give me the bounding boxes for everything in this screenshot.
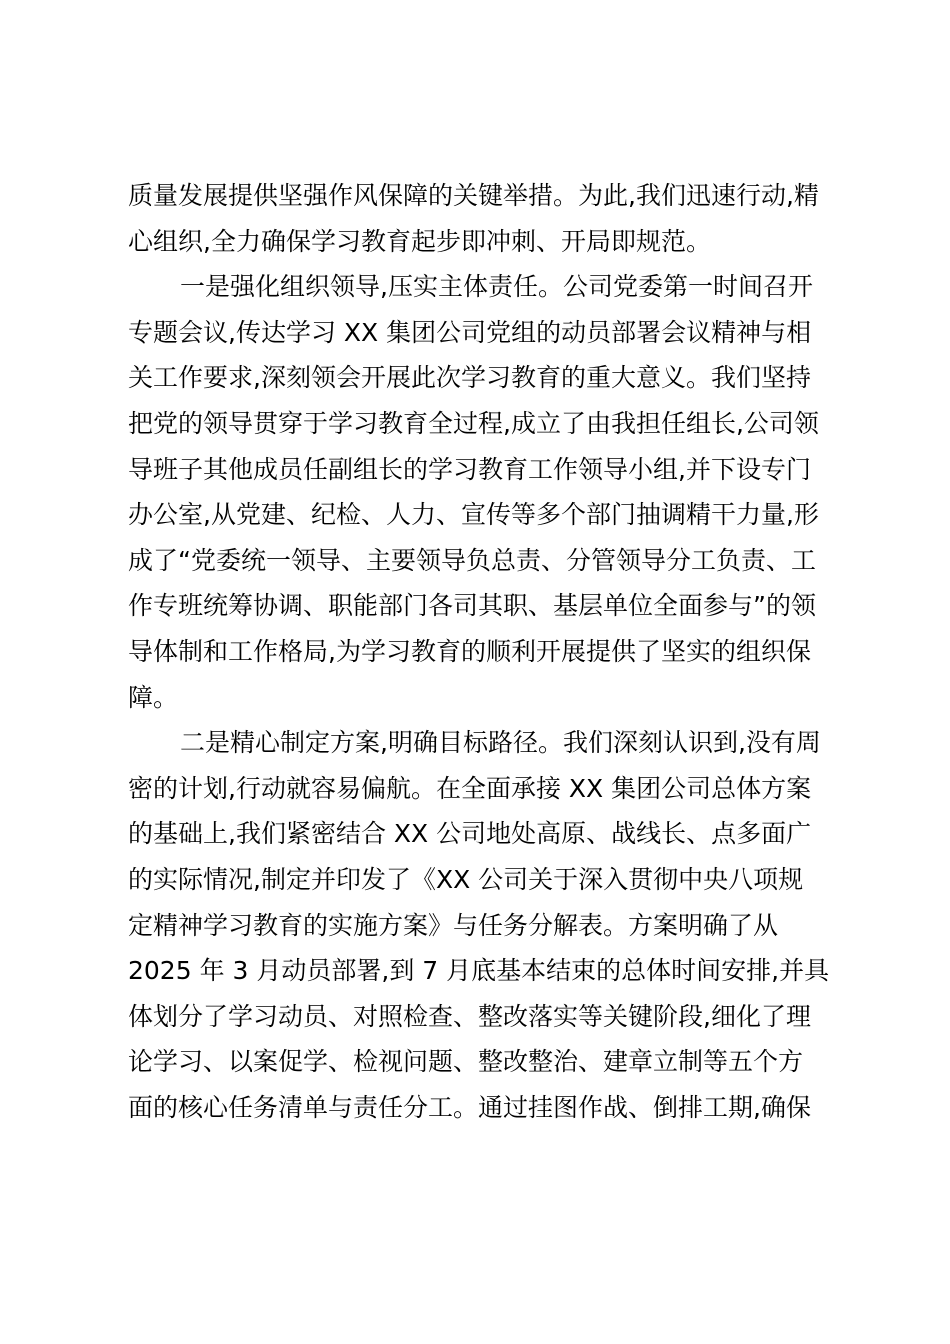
text-line: 体划分了学习动员、对照检查、整改落实等关键阶段,细化了理 — [128, 1001, 811, 1031]
text-line: 障。 — [128, 682, 179, 712]
text-line: 质量发展提供坚强作风保障的关键举措。为此,我们迅速行动,精 — [128, 181, 819, 210]
text-line: 成了“党委统一领导、主要领导负总责、分管领导分工负责、工 — [128, 545, 816, 575]
text-line: 关工作要求,深刻领会开展此次学习教育的重大意义。我们坚持 — [128, 363, 811, 393]
text-line: 的基础上,我们紧密结合 XX 公司地处高原、战线长、点多面广 — [128, 819, 812, 849]
text-line: 心组织,全力确保学习教育起步即冲刺、开局即规范。 — [128, 226, 711, 256]
text-line: 论学习、以案促学、检视问题、整改整治、建章立制等五个方 — [128, 1047, 804, 1077]
text-line: 作专班统筹协调、职能部门各司其职、基层单位全面参与”的领 — [128, 591, 816, 621]
text-line: 导体制和工作格局,为学习教育的顺利开展提供了坚实的组织保 — [128, 636, 811, 666]
body-text — [128, 173, 828, 1130]
text-line: 密的计划,行动就容易偏航。在全面承接 XX 集团公司总体方案 — [128, 773, 812, 803]
text-line: 专题会议,传达学习 XX 集团公司党组的动员部署会议精神与相 — [128, 317, 812, 347]
text-line: 2025 年 3 月动员部署,到 7 月底基本结束的总体时间安排,并具 — [128, 956, 830, 986]
paragraph-first-line: 二是精心制定方案,明确目标路径。我们深刻认识到,没有周 — [180, 728, 821, 758]
text-line: 把党的领导贯穿于学习教育全过程,成立了由我担任组长,公司领 — [128, 408, 819, 438]
text-line: 导班子其他成员任副组长的学习教育工作领导小组,并下设专门 — [128, 454, 811, 484]
text-line: 定精神学习教育的实施方案》与任务分解表。方案明确了从 — [128, 910, 779, 940]
text-line: 办公室,从党建、纪检、人力、宣传等多个部门抽调精干力量,形 — [128, 500, 819, 530]
text-line: 面的核心任务清单与责任分工。通过挂图作战、倒排工期,确保 — [128, 1092, 811, 1122]
paragraph-first-line: 一是强化组织领导,压实主体责任。公司党委第一时间召开 — [180, 272, 813, 302]
text-line: 的实际情况,制定并印发了《XX 公司关于深入贯彻中央八项规 — [128, 864, 804, 894]
